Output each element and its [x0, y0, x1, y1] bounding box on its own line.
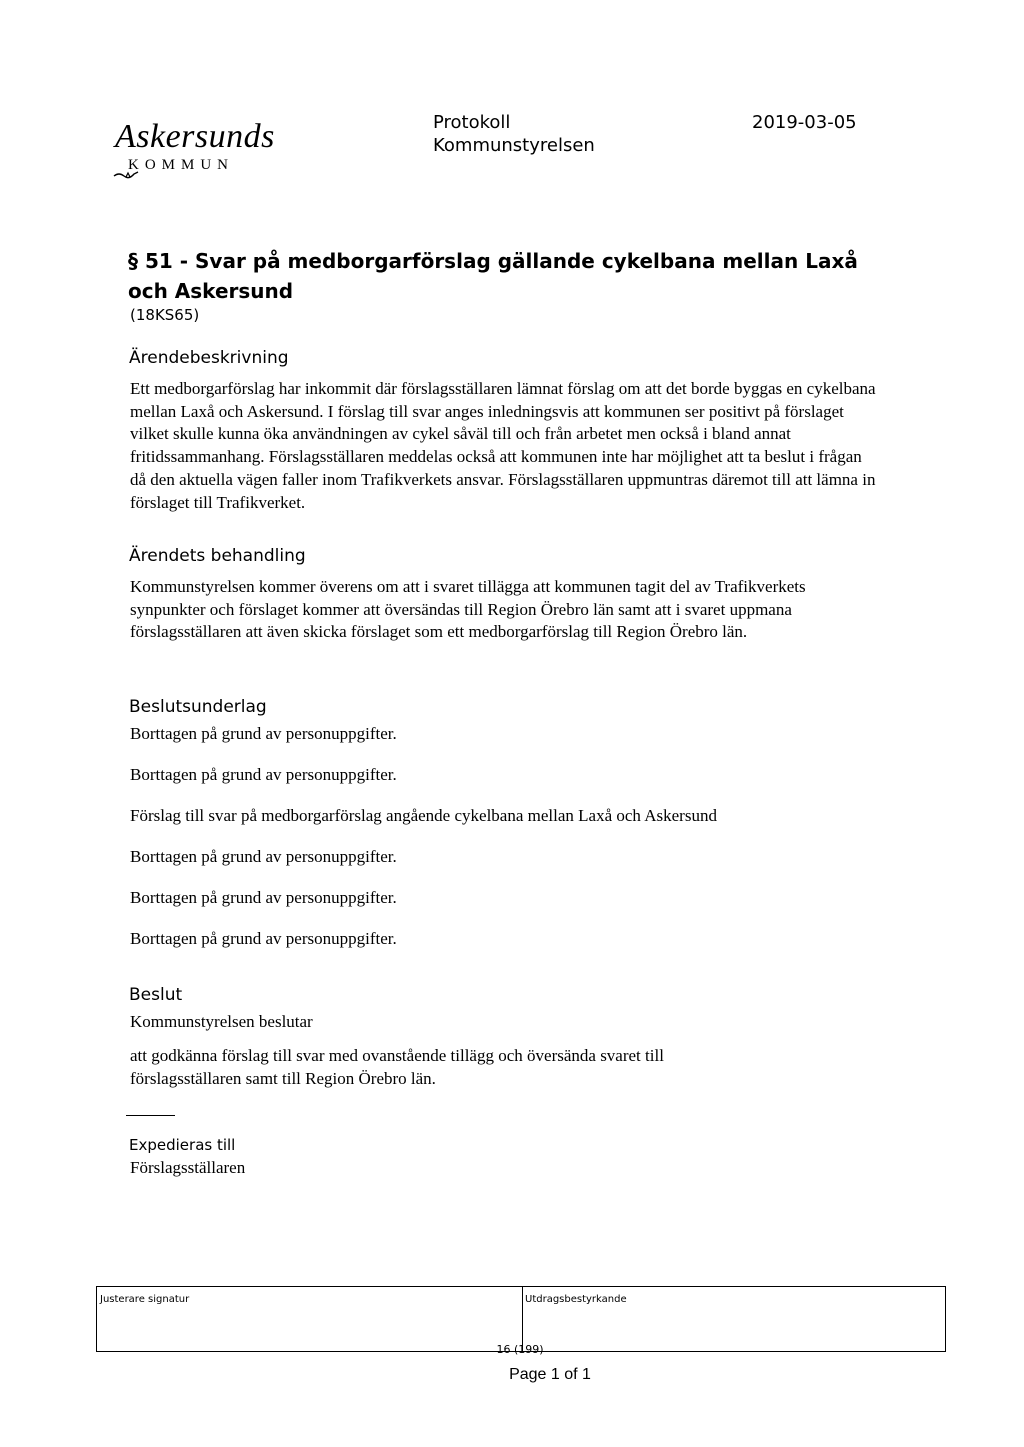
expedition-recipient: Förslagsställaren — [130, 1158, 246, 1177]
basis-item: Borttagen på grund av personuppgifter. — [130, 724, 397, 743]
decision-heading: Beslut — [129, 985, 183, 1005]
description-heading: Ärendebeskrivning — [129, 348, 289, 368]
basis-heading: Beslutsunderlag — [129, 697, 267, 717]
document-type: Protokoll — [433, 112, 511, 133]
page-of-label: Page 1 of 1 — [509, 1366, 591, 1383]
basis-item: Borttagen på grund av personuppgifter. — [130, 847, 397, 866]
signature-label-certification: Utdragsbestyrkande — [525, 1294, 627, 1305]
page-number: 16 (199) — [496, 1343, 544, 1356]
basis-item: Borttagen på grund av personuppgifter. — [130, 888, 397, 907]
basis-list — [130, 724, 717, 970]
decision-text: att godkänna förslag till svar med ovanstående tillägg och översända svaret till förslagsställaren samt till Region Örebro län. — [130, 1046, 664, 1088]
description-text: Ett medborgarförslag har inkommit där förslagsställaren lämnat förslag om att det borde byggas en cykelbana mellan Laxå och Askersund. I förslag till svar anges inledningsvis att kommunen ser positivt på förslaget vilket skulle kunna öka användningen av cykel såväl till och från arbetet men också i bland annat fritidssammanhang. Förslagsställaren meddelas också att kommunen inte har möjlighet att ta beslut i frågan då den aktuella vägen faller inom Trafikverkets ansvar. Förslagsställaren uppmuntras däremot till att lämna in förslaget till Trafikverket. — [130, 379, 876, 512]
logo-wave-icon — [113, 168, 139, 180]
expedition-heading: Expedieras till — [129, 1136, 236, 1154]
basis-item: Förslag till svar på medborgarförslag angående cykelbana mellan Laxå och Askersund — [130, 806, 717, 825]
separator-line — [126, 1115, 175, 1116]
case-number: (18KS65) — [130, 306, 200, 324]
meeting-date: 2019-03-05 — [752, 112, 857, 133]
treatment-heading: Ärendets behandling — [129, 546, 306, 566]
org-logo-name: Askersunds — [115, 118, 275, 155]
basis-item: Borttagen på grund av personuppgifter. — [130, 765, 397, 784]
treatment-text: Kommunstyrelsen kommer överens om att i svaret tillägga att kommunen tagit del av Trafikverkets synpunkter och förslaget kommer att översändas till Region Örebro län samt att i svaret uppmana förslagsställaren att även skicka förslaget som ett medborgarförslag till Region Örebro län. — [130, 577, 806, 642]
decision-intro: Kommunstyrelsen beslutar — [130, 1012, 313, 1031]
section-title: § 51 - Svar på medborgarförslag gällande cykelbana mellan Laxå och Askersund — [128, 249, 858, 303]
basis-item: Borttagen på grund av personuppgifter. — [130, 929, 397, 948]
org-logo-subtitle: KOMMUN — [128, 157, 235, 173]
signature-label-adjuster: Justerare signatur — [100, 1294, 190, 1305]
committee-name: Kommunstyrelsen — [433, 135, 595, 156]
